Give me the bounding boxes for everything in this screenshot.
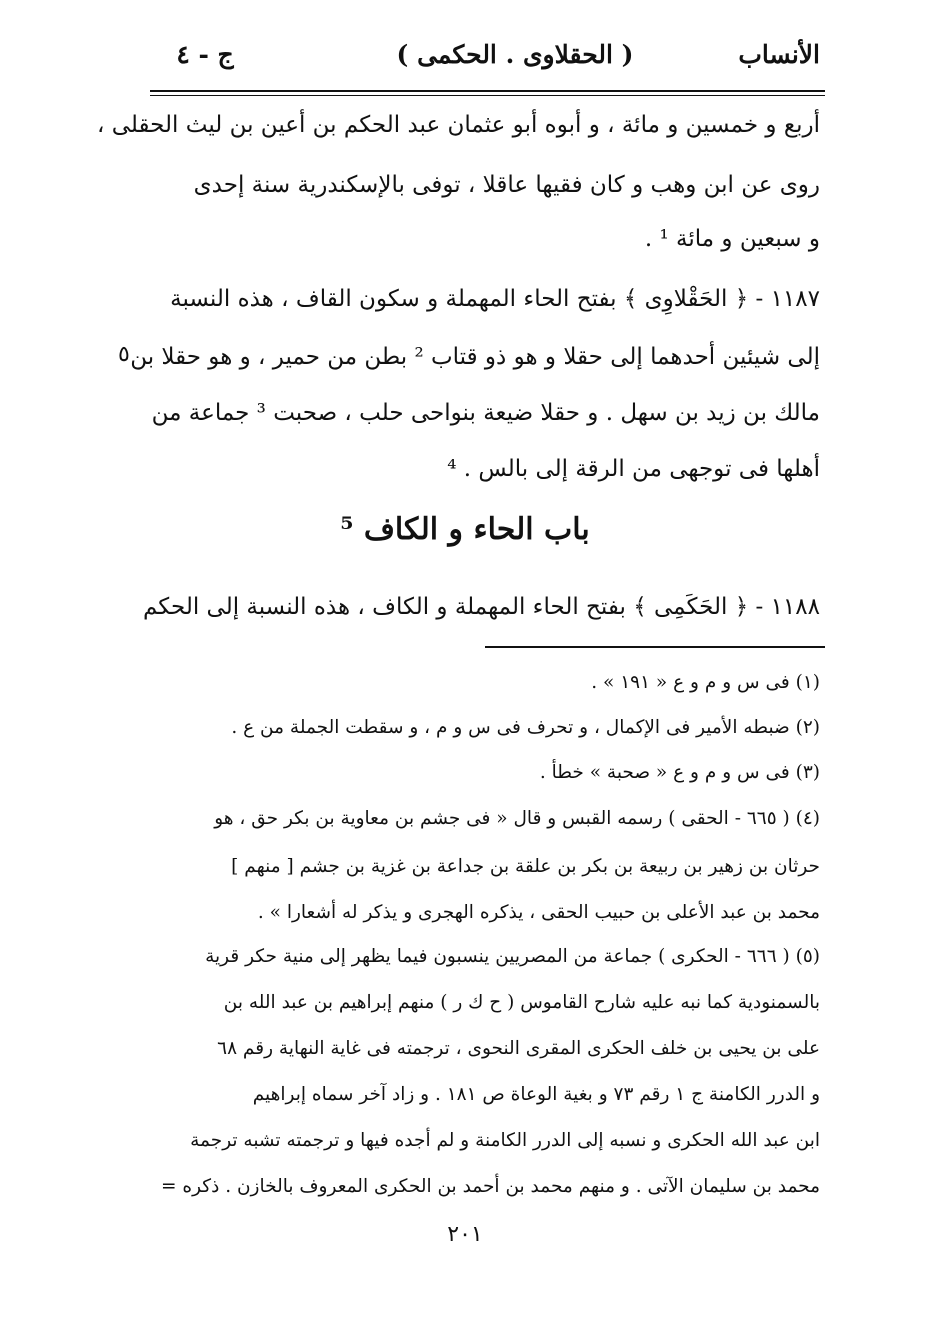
entry-1188: ١١٨٨ - ﴿ الحَكَمِى ﴾ بفتح الحاء المهملة و الكاف ، هذه النسبة إلى الحكم xyxy=(142,594,820,620)
body-line: إلى شيئين أحدهما إلى حقلا و هو ذو قتاب ² بطن من حمير ، و هو حقلا بن xyxy=(130,344,820,370)
header-rule-bottom xyxy=(150,95,825,96)
footnote-line: (٣) فى س و م و ع « صحبة » خطأ . xyxy=(539,762,820,783)
header-rule-top xyxy=(150,90,825,92)
footnote-line: محمد بن سليمان الآتى . و منهم محمد بن أحمد بن الحكرى المعروف بالخازن . ذكره = xyxy=(161,1176,820,1197)
body-line: و سبعين و مائة ¹ . xyxy=(644,226,820,252)
header-book: الأنساب xyxy=(738,40,820,69)
footnote-line: حرثان بن زهير بن ربيعة بن بكر بن علقة بن جداعة بن غزية بن جشم [ منهم ] xyxy=(231,856,820,877)
margin-line-number: ٥ xyxy=(118,342,130,367)
footnote-line: ابن عبد الله الحكرى و نسبه إلى الدرر الكامنة و لم أجده فيها و ترجمته تشبه ترجمة xyxy=(190,1130,820,1151)
footnote-line: و الدرر الكامنة ج ١ رقم ٧٣ و بغية الوعاة ص ١٨١ . و زاد آخر سماه إبراهيم xyxy=(252,1084,820,1105)
footnote-line: (١) فى س و م و ع « ١٩١ » . xyxy=(591,672,820,693)
body-line: أهلها فى توجهى من الرقة إلى بالس . ⁴ xyxy=(447,456,820,482)
footnote-line: (٢) ضبطه الأمير فى الإكمال ، و تحرف فى س و م ، و سقطت الجملة من ع . xyxy=(231,717,820,738)
body-line: أربع و خمسين و مائة ، و أبوه أبو عثمان عبد الحكم بن أعين بن ليث الحقلى ، xyxy=(97,112,820,138)
footnote-line: محمد بن عبد الأعلى بن حبيب الحقى ، يذكره الهجرى و يذكر له أشعارا » . xyxy=(257,902,820,923)
body-line: روى عن ابن وهب و كان فقيها عاقلا ، توفى بالإسكندرية سنة إحدى xyxy=(193,172,820,198)
footnote-line: على بن يحيى بن خلف الحكرى المقرى النحوى ، ترجمته فى غاية النهاية رقم ٦٨ xyxy=(217,1038,820,1059)
header-title: ( الحقلاوى . الحكمى ) xyxy=(396,40,634,69)
page-number: ٢٠١ xyxy=(447,1222,483,1247)
section-title: باب الحاء و الكاف ⁵ xyxy=(340,512,590,547)
footnote-line: (٥) ( ٦٦٦ - الحكرى ) جماعة من المصريين ينسبون فيما يظهر إلى منية حكر قرية xyxy=(205,946,820,967)
footnote-separator xyxy=(485,646,825,648)
footnote-line: (٤) ( ٦٦٥ - الحقى ) رسمه القبس و قال « فى جشم بن معاوية بن بكر حق ، هو xyxy=(214,808,820,829)
footnote-line: بالسمنودية كما نبه عليه شارح القاموس ( ح ك ر ) منهم إبراهيم بن عبد الله بن xyxy=(223,992,820,1013)
entry-1187: ١١٨٧ - ﴿ الحَقْلاوِى ﴾ بفتح الحاء المهملة و سكون القاف ، هذه النسبة xyxy=(170,286,820,312)
header-volume: ج - ٤ xyxy=(176,40,234,69)
body-line: مالك بن زيد بن سهل . و حقلا ضيعة بنواحى حلب ، صحبت ³ جماعة من xyxy=(151,400,820,426)
